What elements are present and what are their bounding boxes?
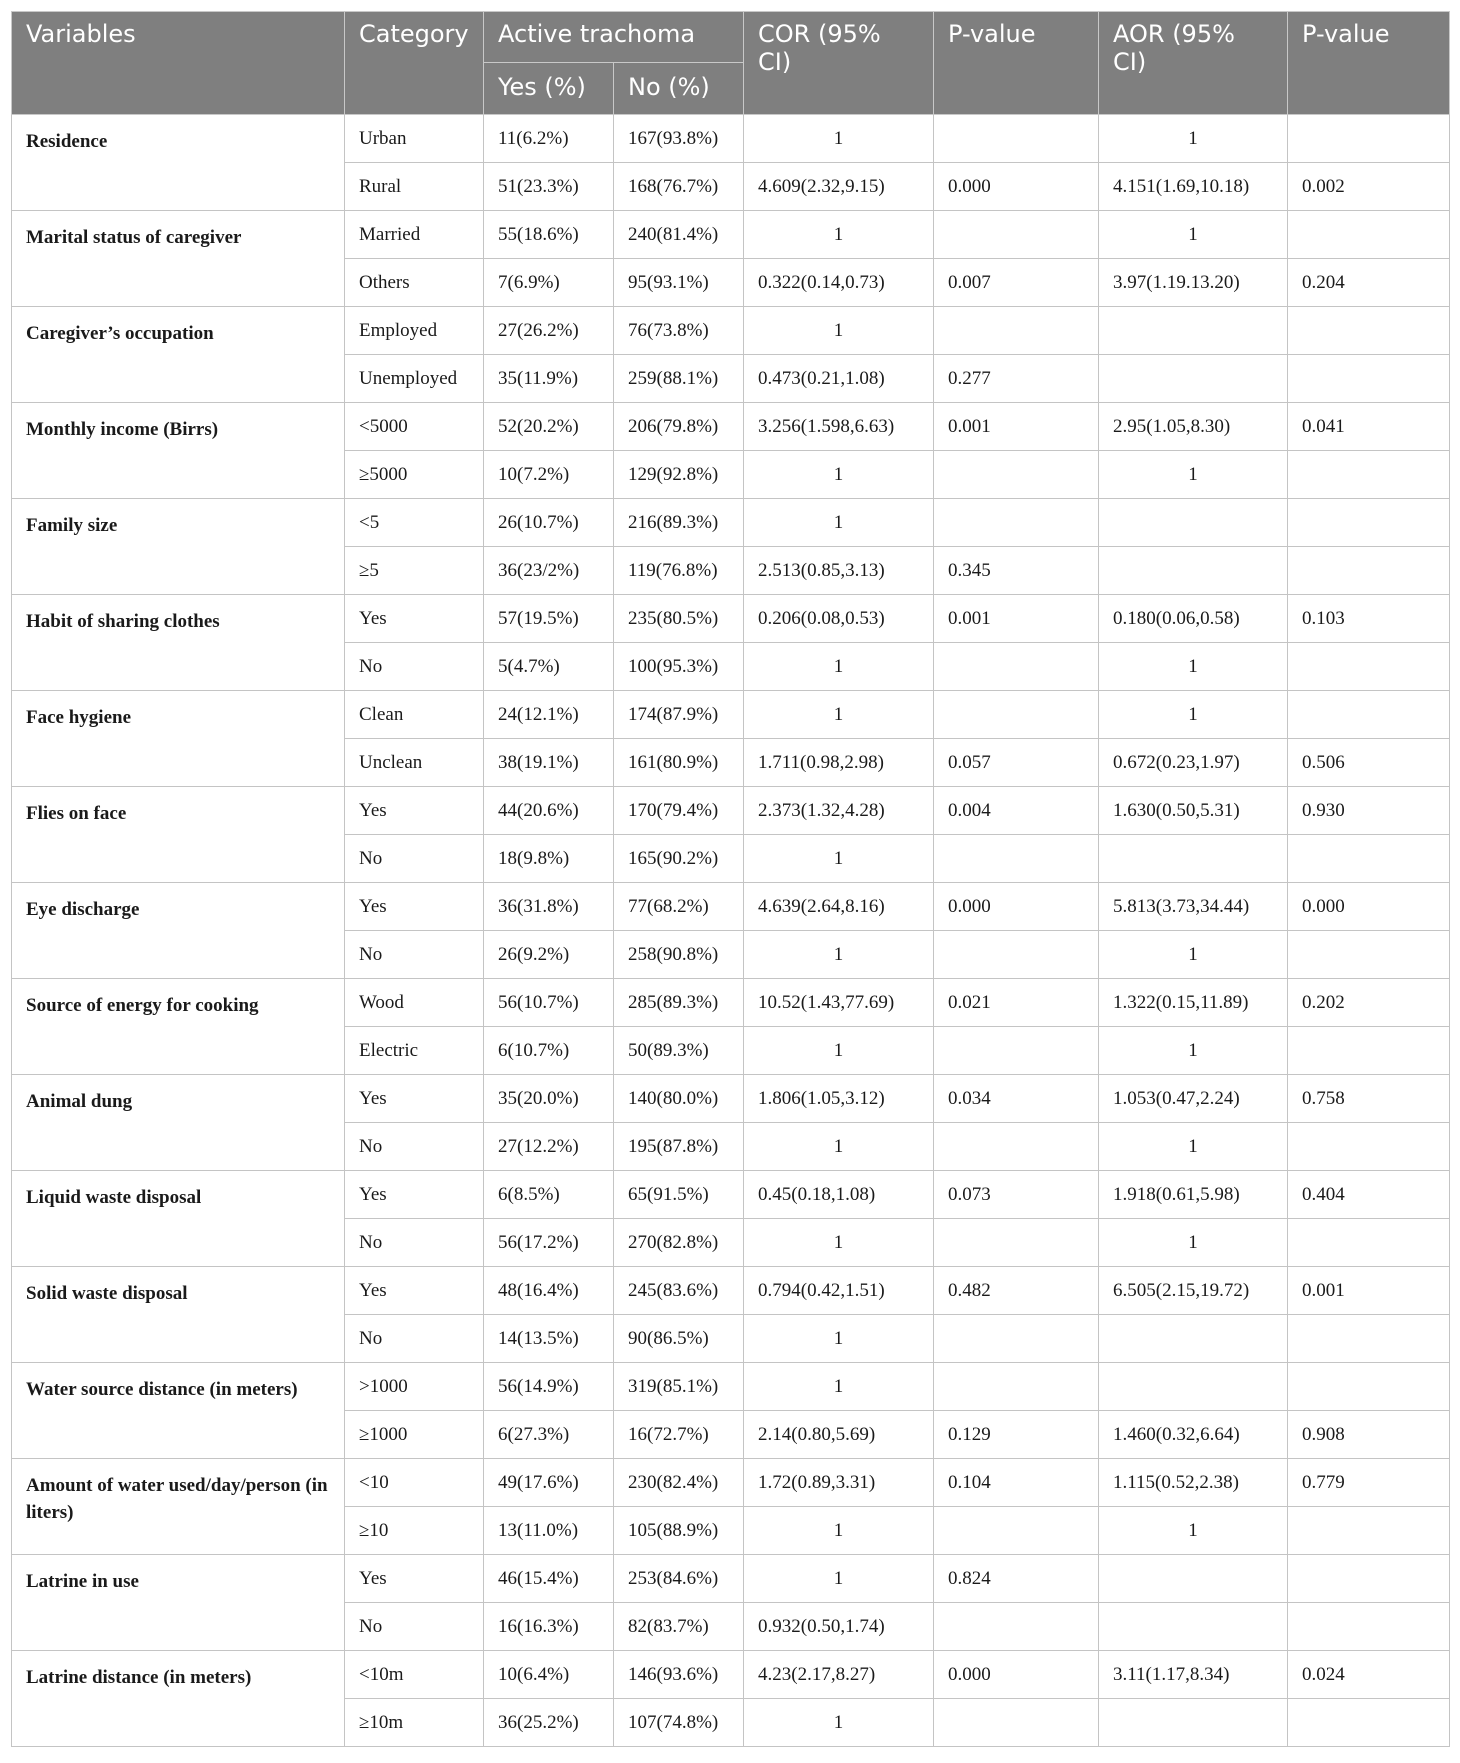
table-header bbox=[12, 12, 1450, 115]
aor-cell: 1 bbox=[1099, 451, 1288, 499]
cor-cell: 1 bbox=[744, 1699, 934, 1747]
aor-cell: 1.053(0.47,2.24) bbox=[1099, 1075, 1288, 1123]
cor-cell: 4.23(2.17,8.27) bbox=[744, 1651, 934, 1699]
table-row bbox=[12, 115, 1450, 163]
yes-count-cell: 38(19.1%) bbox=[484, 739, 614, 787]
aor-cell: 1 bbox=[1099, 211, 1288, 259]
header-p-value-aor: P-value bbox=[1288, 12, 1450, 115]
cor-cell: 2.373(1.32,4.28) bbox=[744, 787, 934, 835]
p-value-cor-cell bbox=[934, 835, 1099, 883]
p-value-aor-cell bbox=[1288, 1123, 1450, 1171]
aor-cell: 1 bbox=[1099, 1507, 1288, 1555]
aor-cell: 3.11(1.17,8.34) bbox=[1099, 1651, 1288, 1699]
p-value-aor-cell bbox=[1288, 1507, 1450, 1555]
p-value-cor-cell: 0.073 bbox=[934, 1171, 1099, 1219]
category-cell: Unclean bbox=[345, 739, 484, 787]
regression-table bbox=[11, 11, 1450, 1747]
p-value-aor-cell bbox=[1288, 1699, 1450, 1747]
category-cell: Married bbox=[345, 211, 484, 259]
cor-cell: 1 bbox=[744, 451, 934, 499]
category-cell: Urban bbox=[345, 115, 484, 163]
category-cell: Yes bbox=[345, 1171, 484, 1219]
category-cell: Yes bbox=[345, 787, 484, 835]
header-active-trachoma: Active trachoma bbox=[484, 12, 744, 63]
p-value-aor-cell: 0.779 bbox=[1288, 1459, 1450, 1507]
variable-cell: Flies on face bbox=[12, 787, 345, 883]
yes-count-cell: 6(8.5%) bbox=[484, 1171, 614, 1219]
aor-cell bbox=[1099, 1363, 1288, 1411]
p-value-aor-cell: 0.002 bbox=[1288, 163, 1450, 211]
category-cell: ≥5000 bbox=[345, 451, 484, 499]
p-value-cor-cell: 0.000 bbox=[934, 1651, 1099, 1699]
no-count-cell: 107(74.8%) bbox=[614, 1699, 744, 1747]
aor-cell bbox=[1099, 1603, 1288, 1651]
p-value-aor-cell bbox=[1288, 355, 1450, 403]
table-body bbox=[12, 115, 1450, 1747]
aor-cell: 1 bbox=[1099, 643, 1288, 691]
p-value-cor-cell bbox=[934, 931, 1099, 979]
yes-count-cell: 36(23/2%) bbox=[484, 547, 614, 595]
category-cell: No bbox=[345, 1219, 484, 1267]
no-count-cell: 170(79.4%) bbox=[614, 787, 744, 835]
yes-count-cell: 51(23.3%) bbox=[484, 163, 614, 211]
p-value-cor-cell: 0.057 bbox=[934, 739, 1099, 787]
yes-count-cell: 57(19.5%) bbox=[484, 595, 614, 643]
yes-count-cell: 24(12.1%) bbox=[484, 691, 614, 739]
cor-cell: 1 bbox=[744, 115, 934, 163]
category-cell: Wood bbox=[345, 979, 484, 1027]
header-p-value-cor: P-value bbox=[934, 12, 1099, 115]
category-cell: Yes bbox=[345, 1075, 484, 1123]
p-value-aor-cell bbox=[1288, 643, 1450, 691]
header-yes: Yes (%) bbox=[484, 63, 614, 115]
variable-cell: Face hygiene bbox=[12, 691, 345, 787]
no-count-cell: 161(80.9%) bbox=[614, 739, 744, 787]
no-count-cell: 253(84.6%) bbox=[614, 1555, 744, 1603]
no-count-cell: 82(83.7%) bbox=[614, 1603, 744, 1651]
no-count-cell: 105(88.9%) bbox=[614, 1507, 744, 1555]
p-value-aor-cell: 0.930 bbox=[1288, 787, 1450, 835]
p-value-cor-cell bbox=[934, 211, 1099, 259]
yes-count-cell: 5(4.7%) bbox=[484, 643, 614, 691]
cor-cell: 1 bbox=[744, 1555, 934, 1603]
cor-cell: 1 bbox=[744, 931, 934, 979]
table-row bbox=[12, 1267, 1450, 1315]
p-value-aor-cell: 0.041 bbox=[1288, 403, 1450, 451]
table-row bbox=[12, 691, 1450, 739]
variable-cell: Marital status of caregiver bbox=[12, 211, 345, 307]
no-count-cell: 140(80.0%) bbox=[614, 1075, 744, 1123]
yes-count-cell: 52(20.2%) bbox=[484, 403, 614, 451]
p-value-aor-cell bbox=[1288, 1027, 1450, 1075]
variable-cell: Caregiver’s occupation bbox=[12, 307, 345, 403]
variable-cell: Latrine in use bbox=[12, 1555, 345, 1651]
aor-cell bbox=[1099, 307, 1288, 355]
cor-cell: 0.45(0.18,1.08) bbox=[744, 1171, 934, 1219]
p-value-aor-cell bbox=[1288, 499, 1450, 547]
p-value-cor-cell: 0.007 bbox=[934, 259, 1099, 307]
cor-cell: 0.794(0.42,1.51) bbox=[744, 1267, 934, 1315]
no-count-cell: 319(85.1%) bbox=[614, 1363, 744, 1411]
cor-cell: 1 bbox=[744, 1315, 934, 1363]
p-value-cor-cell bbox=[934, 451, 1099, 499]
category-cell: No bbox=[345, 643, 484, 691]
variable-cell: Animal dung bbox=[12, 1075, 345, 1171]
category-cell: Electric bbox=[345, 1027, 484, 1075]
p-value-aor-cell bbox=[1288, 835, 1450, 883]
yes-count-cell: 18(9.8%) bbox=[484, 835, 614, 883]
aor-cell: 4.151(1.69,10.18) bbox=[1099, 163, 1288, 211]
cor-cell: 0.322(0.14,0.73) bbox=[744, 259, 934, 307]
p-value-aor-cell: 0.024 bbox=[1288, 1651, 1450, 1699]
cor-cell: 1 bbox=[744, 691, 934, 739]
aor-cell bbox=[1099, 1315, 1288, 1363]
category-cell: <5 bbox=[345, 499, 484, 547]
yes-count-cell: 13(11.0%) bbox=[484, 1507, 614, 1555]
table-row bbox=[12, 1651, 1450, 1699]
p-value-cor-cell bbox=[934, 1507, 1099, 1555]
yes-count-cell: 56(10.7%) bbox=[484, 979, 614, 1027]
cor-cell: 0.206(0.08,0.53) bbox=[744, 595, 934, 643]
yes-count-cell: 10(6.4%) bbox=[484, 1651, 614, 1699]
p-value-cor-cell: 0.277 bbox=[934, 355, 1099, 403]
p-value-cor-cell bbox=[934, 1027, 1099, 1075]
aor-cell bbox=[1099, 1555, 1288, 1603]
variable-cell: Family size bbox=[12, 499, 345, 595]
p-value-aor-cell: 0.204 bbox=[1288, 259, 1450, 307]
aor-cell: 1.115(0.52,2.38) bbox=[1099, 1459, 1288, 1507]
p-value-cor-cell bbox=[934, 691, 1099, 739]
no-count-cell: 235(80.5%) bbox=[614, 595, 744, 643]
yes-count-cell: 27(12.2%) bbox=[484, 1123, 614, 1171]
yes-count-cell: 27(26.2%) bbox=[484, 307, 614, 355]
p-value-aor-cell: 0.000 bbox=[1288, 883, 1450, 931]
p-value-aor-cell: 0.506 bbox=[1288, 739, 1450, 787]
category-cell: >1000 bbox=[345, 1363, 484, 1411]
p-value-cor-cell: 0.021 bbox=[934, 979, 1099, 1027]
variable-cell: Eye discharge bbox=[12, 883, 345, 979]
no-count-cell: 77(68.2%) bbox=[614, 883, 744, 931]
yes-count-cell: 16(16.3%) bbox=[484, 1603, 614, 1651]
header-aor: AOR (95% CI) bbox=[1099, 12, 1288, 115]
category-cell: Rural bbox=[345, 163, 484, 211]
category-cell: ≥5 bbox=[345, 547, 484, 595]
yes-count-cell: 56(14.9%) bbox=[484, 1363, 614, 1411]
variable-cell: Solid waste disposal bbox=[12, 1267, 345, 1363]
p-value-cor-cell bbox=[934, 1699, 1099, 1747]
aor-cell: 1 bbox=[1099, 1219, 1288, 1267]
header-cor: COR (95% CI) bbox=[744, 12, 934, 115]
p-value-aor-cell bbox=[1288, 1603, 1450, 1651]
yes-count-cell: 6(10.7%) bbox=[484, 1027, 614, 1075]
p-value-cor-cell bbox=[934, 307, 1099, 355]
yes-count-cell: 35(11.9%) bbox=[484, 355, 614, 403]
aor-cell: 1 bbox=[1099, 1027, 1288, 1075]
cor-cell: 1 bbox=[744, 1507, 934, 1555]
aor-cell: 1.630(0.50,5.31) bbox=[1099, 787, 1288, 835]
aor-cell bbox=[1099, 835, 1288, 883]
variable-cell: Habit of sharing clothes bbox=[12, 595, 345, 691]
no-count-cell: 167(93.8%) bbox=[614, 115, 744, 163]
cor-cell: 10.52(1.43,77.69) bbox=[744, 979, 934, 1027]
category-cell: <5000 bbox=[345, 403, 484, 451]
category-cell: No bbox=[345, 1123, 484, 1171]
yes-count-cell: 44(20.6%) bbox=[484, 787, 614, 835]
cor-cell: 1 bbox=[744, 211, 934, 259]
cor-cell: 2.14(0.80,5.69) bbox=[744, 1411, 934, 1459]
cor-cell: 1 bbox=[744, 1123, 934, 1171]
yes-count-cell: 26(9.2%) bbox=[484, 931, 614, 979]
cor-cell: 1 bbox=[744, 1219, 934, 1267]
no-count-cell: 206(79.8%) bbox=[614, 403, 744, 451]
aor-cell: 0.672(0.23,1.97) bbox=[1099, 739, 1288, 787]
category-cell: ≥10 bbox=[345, 1507, 484, 1555]
cor-cell: 1 bbox=[744, 307, 934, 355]
p-value-aor-cell bbox=[1288, 451, 1450, 499]
no-count-cell: 258(90.8%) bbox=[614, 931, 744, 979]
no-count-cell: 16(72.7%) bbox=[614, 1411, 744, 1459]
cor-cell: 1 bbox=[744, 835, 934, 883]
cor-cell: 1.72(0.89,3.31) bbox=[744, 1459, 934, 1507]
yes-count-cell: 36(31.8%) bbox=[484, 883, 614, 931]
p-value-aor-cell bbox=[1288, 547, 1450, 595]
header-no: No (%) bbox=[614, 63, 744, 115]
p-value-aor-cell bbox=[1288, 691, 1450, 739]
no-count-cell: 119(76.8%) bbox=[614, 547, 744, 595]
p-value-cor-cell: 0.345 bbox=[934, 547, 1099, 595]
p-value-cor-cell bbox=[934, 499, 1099, 547]
category-cell: ≥1000 bbox=[345, 1411, 484, 1459]
p-value-aor-cell bbox=[1288, 115, 1450, 163]
category-cell: Employed bbox=[345, 307, 484, 355]
category-cell: Unemployed bbox=[345, 355, 484, 403]
no-count-cell: 168(76.7%) bbox=[614, 163, 744, 211]
p-value-aor-cell bbox=[1288, 1315, 1450, 1363]
table-row bbox=[12, 1459, 1450, 1507]
p-value-aor-cell bbox=[1288, 1555, 1450, 1603]
cor-cell: 3.256(1.598,6.63) bbox=[744, 403, 934, 451]
yes-count-cell: 26(10.7%) bbox=[484, 499, 614, 547]
yes-count-cell: 46(15.4%) bbox=[484, 1555, 614, 1603]
no-count-cell: 90(86.5%) bbox=[614, 1315, 744, 1363]
aor-cell: 0.180(0.06,0.58) bbox=[1099, 595, 1288, 643]
no-count-cell: 129(92.8%) bbox=[614, 451, 744, 499]
no-count-cell: 285(89.3%) bbox=[614, 979, 744, 1027]
table-row bbox=[12, 499, 1450, 547]
cor-cell: 1.806(1.05,3.12) bbox=[744, 1075, 934, 1123]
category-cell: Clean bbox=[345, 691, 484, 739]
p-value-aor-cell: 0.001 bbox=[1288, 1267, 1450, 1315]
variable-cell: Monthly income (Birrs) bbox=[12, 403, 345, 499]
category-cell: Others bbox=[345, 259, 484, 307]
aor-cell bbox=[1099, 499, 1288, 547]
variable-cell: Source of energy for cooking bbox=[12, 979, 345, 1075]
cor-cell: 1.711(0.98,2.98) bbox=[744, 739, 934, 787]
cor-cell: 4.609(2.32,9.15) bbox=[744, 163, 934, 211]
cor-cell: 1 bbox=[744, 1027, 934, 1075]
p-value-cor-cell bbox=[934, 115, 1099, 163]
p-value-aor-cell bbox=[1288, 307, 1450, 355]
aor-cell: 5.813(3.73,34.44) bbox=[1099, 883, 1288, 931]
yes-count-cell: 49(17.6%) bbox=[484, 1459, 614, 1507]
category-cell: No bbox=[345, 931, 484, 979]
aor-cell: 3.97(1.19.13.20) bbox=[1099, 259, 1288, 307]
yes-count-cell: 10(7.2%) bbox=[484, 451, 614, 499]
p-value-cor-cell: 0.824 bbox=[934, 1555, 1099, 1603]
no-count-cell: 270(82.8%) bbox=[614, 1219, 744, 1267]
category-cell: No bbox=[345, 1603, 484, 1651]
no-count-cell: 50(89.3%) bbox=[614, 1027, 744, 1075]
p-value-cor-cell: 0.000 bbox=[934, 163, 1099, 211]
table-row bbox=[12, 979, 1450, 1027]
category-cell: ≥10m bbox=[345, 1699, 484, 1747]
category-cell: Yes bbox=[345, 595, 484, 643]
p-value-aor-cell bbox=[1288, 211, 1450, 259]
p-value-cor-cell bbox=[934, 1315, 1099, 1363]
no-count-cell: 174(87.9%) bbox=[614, 691, 744, 739]
yes-count-cell: 11(6.2%) bbox=[484, 115, 614, 163]
aor-cell bbox=[1099, 355, 1288, 403]
p-value-cor-cell bbox=[934, 643, 1099, 691]
table-row bbox=[12, 211, 1450, 259]
variable-cell: Residence bbox=[12, 115, 345, 211]
category-cell: No bbox=[345, 1315, 484, 1363]
no-count-cell: 95(93.1%) bbox=[614, 259, 744, 307]
category-cell: <10m bbox=[345, 1651, 484, 1699]
results-table-container bbox=[11, 11, 1449, 1747]
aor-cell: 2.95(1.05,8.30) bbox=[1099, 403, 1288, 451]
p-value-cor-cell bbox=[934, 1363, 1099, 1411]
p-value-cor-cell: 0.129 bbox=[934, 1411, 1099, 1459]
p-value-cor-cell bbox=[934, 1603, 1099, 1651]
p-value-aor-cell: 0.404 bbox=[1288, 1171, 1450, 1219]
variable-cell: Latrine distance (in meters) bbox=[12, 1651, 345, 1747]
no-count-cell: 195(87.8%) bbox=[614, 1123, 744, 1171]
p-value-cor-cell: 0.034 bbox=[934, 1075, 1099, 1123]
table-row bbox=[12, 595, 1450, 643]
aor-cell: 1 bbox=[1099, 931, 1288, 979]
table-row bbox=[12, 1171, 1450, 1219]
no-count-cell: 76(73.8%) bbox=[614, 307, 744, 355]
yes-count-cell: 48(16.4%) bbox=[484, 1267, 614, 1315]
category-cell: Yes bbox=[345, 1267, 484, 1315]
p-value-aor-cell: 0.908 bbox=[1288, 1411, 1450, 1459]
cor-cell: 0.932(0.50,1.74) bbox=[744, 1603, 934, 1651]
p-value-aor-cell bbox=[1288, 931, 1450, 979]
cor-cell: 2.513(0.85,3.13) bbox=[744, 547, 934, 595]
p-value-cor-cell: 0.104 bbox=[934, 1459, 1099, 1507]
table-row bbox=[12, 1075, 1450, 1123]
aor-cell: 1 bbox=[1099, 691, 1288, 739]
variable-cell: Water source distance (in meters) bbox=[12, 1363, 345, 1459]
p-value-aor-cell bbox=[1288, 1363, 1450, 1411]
yes-count-cell: 7(6.9%) bbox=[484, 259, 614, 307]
category-cell: <10 bbox=[345, 1459, 484, 1507]
p-value-aor-cell: 0.202 bbox=[1288, 979, 1450, 1027]
aor-cell bbox=[1099, 1699, 1288, 1747]
aor-cell: 1.918(0.61,5.98) bbox=[1099, 1171, 1288, 1219]
p-value-cor-cell bbox=[934, 1123, 1099, 1171]
yes-count-cell: 35(20.0%) bbox=[484, 1075, 614, 1123]
header-variables: Variables bbox=[12, 12, 345, 115]
yes-count-cell: 56(17.2%) bbox=[484, 1219, 614, 1267]
category-cell: Yes bbox=[345, 883, 484, 931]
variable-cell: Liquid waste disposal bbox=[12, 1171, 345, 1267]
category-cell: No bbox=[345, 835, 484, 883]
no-count-cell: 245(83.6%) bbox=[614, 1267, 744, 1315]
yes-count-cell: 55(18.6%) bbox=[484, 211, 614, 259]
p-value-aor-cell: 0.758 bbox=[1288, 1075, 1450, 1123]
cor-cell: 4.639(2.64,8.16) bbox=[744, 883, 934, 931]
table-row bbox=[12, 787, 1450, 835]
aor-cell: 1.460(0.32,6.64) bbox=[1099, 1411, 1288, 1459]
yes-count-cell: 6(27.3%) bbox=[484, 1411, 614, 1459]
aor-cell: 6.505(2.15,19.72) bbox=[1099, 1267, 1288, 1315]
cor-cell: 0.473(0.21,1.08) bbox=[744, 355, 934, 403]
cor-cell: 1 bbox=[744, 499, 934, 547]
no-count-cell: 165(90.2%) bbox=[614, 835, 744, 883]
p-value-cor-cell: 0.000 bbox=[934, 883, 1099, 931]
p-value-cor-cell: 0.004 bbox=[934, 787, 1099, 835]
yes-count-cell: 36(25.2%) bbox=[484, 1699, 614, 1747]
aor-cell bbox=[1099, 547, 1288, 595]
no-count-cell: 230(82.4%) bbox=[614, 1459, 744, 1507]
cor-cell: 1 bbox=[744, 1363, 934, 1411]
aor-cell: 1 bbox=[1099, 115, 1288, 163]
p-value-cor-cell bbox=[934, 1219, 1099, 1267]
yes-count-cell: 14(13.5%) bbox=[484, 1315, 614, 1363]
table-row bbox=[12, 1363, 1450, 1411]
table-row bbox=[12, 307, 1450, 355]
aor-cell: 1 bbox=[1099, 1123, 1288, 1171]
category-cell: Yes bbox=[345, 1555, 484, 1603]
table-row bbox=[12, 883, 1450, 931]
header-category: Category bbox=[345, 12, 484, 115]
p-value-cor-cell: 0.001 bbox=[934, 403, 1099, 451]
no-count-cell: 216(89.3%) bbox=[614, 499, 744, 547]
variable-cell: Amount of water used/day/person (in liters) bbox=[12, 1459, 345, 1555]
cor-cell: 1 bbox=[744, 643, 934, 691]
p-value-cor-cell: 0.482 bbox=[934, 1267, 1099, 1315]
no-count-cell: 65(91.5%) bbox=[614, 1171, 744, 1219]
no-count-cell: 240(81.4%) bbox=[614, 211, 744, 259]
table-row bbox=[12, 403, 1450, 451]
table-row bbox=[12, 1555, 1450, 1603]
p-value-cor-cell: 0.001 bbox=[934, 595, 1099, 643]
no-count-cell: 100(95.3%) bbox=[614, 643, 744, 691]
p-value-aor-cell: 0.103 bbox=[1288, 595, 1450, 643]
no-count-cell: 146(93.6%) bbox=[614, 1651, 744, 1699]
p-value-aor-cell bbox=[1288, 1219, 1450, 1267]
aor-cell: 1.322(0.15,11.89) bbox=[1099, 979, 1288, 1027]
no-count-cell: 259(88.1%) bbox=[614, 355, 744, 403]
